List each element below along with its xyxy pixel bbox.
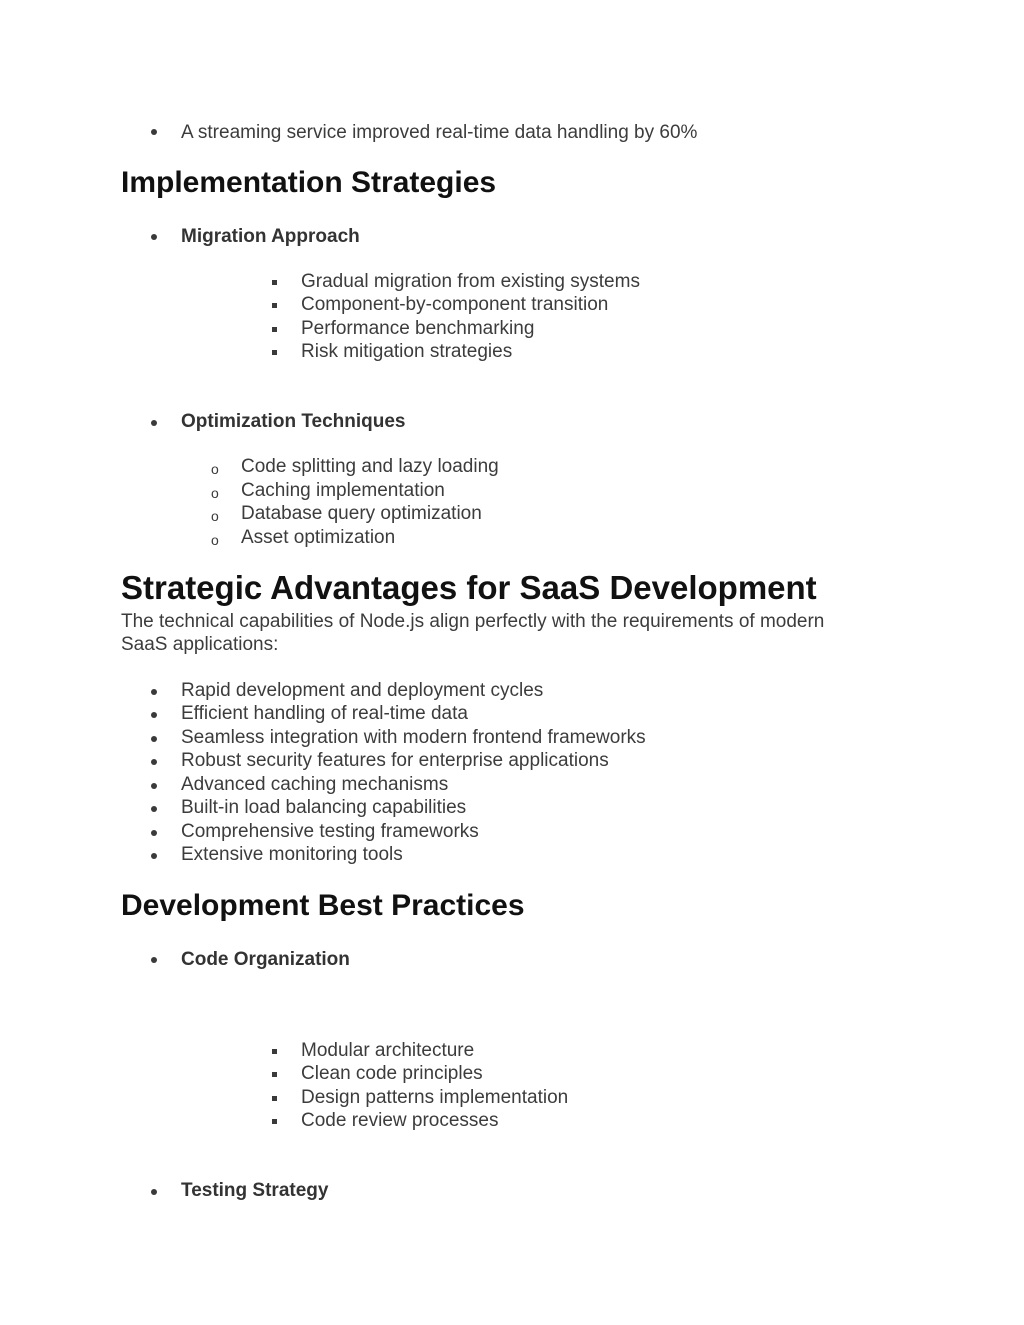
bullet-disc-icon: [151, 129, 157, 135]
list-item: Extensive monitoring tools: [181, 844, 403, 865]
bullet-disc-icon: [151, 830, 157, 836]
bullet-square-icon: [272, 350, 277, 355]
list-item: Performance benchmarking: [301, 318, 535, 339]
section-heading-strategic: Strategic Advantages for SaaS Development: [121, 569, 817, 606]
section-heading-implementation: Implementation Strategies: [121, 166, 497, 199]
list-item: Code review processes: [301, 1110, 499, 1131]
list-item: Caching implementation: [241, 480, 445, 501]
bullet-square-icon: [272, 1096, 277, 1101]
list-item: Robust security features for enterprise applications: [181, 750, 609, 771]
migration-approach-label: Migration Approach: [181, 226, 360, 247]
bullet-square-icon: [272, 280, 277, 285]
list-item: Clean code principles: [301, 1063, 483, 1084]
testing-strategy-label: Testing Strategy: [181, 1180, 329, 1201]
list-item: Built-in load balancing capabilities: [181, 797, 467, 818]
list-item: Comprehensive testing frameworks: [181, 821, 479, 842]
bullet-circle-icon: o: [211, 461, 219, 477]
list-item: Database query optimization: [241, 503, 482, 524]
section-heading-practices: Development Best Practices: [121, 889, 525, 922]
list-item: Risk mitigation strategies: [301, 341, 513, 362]
list-item: Gradual migration from existing systems: [301, 271, 640, 292]
bullet-disc-icon: [151, 853, 157, 859]
bullet-disc-icon: [151, 783, 157, 789]
list-item: Design patterns implementation: [301, 1087, 569, 1108]
bullet-disc-icon: [151, 712, 157, 718]
optimization-techniques-label: Optimization Techniques: [181, 411, 406, 432]
bullet-disc-icon: [151, 759, 157, 765]
bullet-circle-icon: o: [211, 532, 219, 548]
bullet-disc-icon: [151, 234, 157, 240]
bullet-square-icon: [272, 1049, 277, 1054]
intro-paragraph-line1: The technical capabilities of Node.js align perfectly with the requirements of modern: [121, 611, 825, 632]
list-item: Component-by-component transition: [301, 294, 609, 315]
bullet-disc-icon: [151, 806, 157, 812]
bullet-circle-icon: o: [211, 508, 219, 524]
list-item: A streaming service improved real-time data handling by 60%: [181, 122, 698, 143]
list-item: Rapid development and deployment cycles: [181, 680, 544, 701]
bullet-square-icon: [272, 1119, 277, 1124]
intro-paragraph-line2: SaaS applications:: [121, 634, 279, 655]
code-organization-label: Code Organization: [181, 949, 350, 970]
list-item: Asset optimization: [241, 527, 396, 548]
bullet-disc-icon: [151, 420, 157, 426]
bullet-disc-icon: [151, 736, 157, 742]
list-item: Advanced caching mechanisms: [181, 774, 449, 795]
list-item: Seamless integration with modern frontend frameworks: [181, 727, 646, 748]
bullet-square-icon: [272, 327, 277, 332]
bullet-circle-icon: o: [211, 485, 219, 501]
bullet-disc-icon: [151, 1189, 157, 1195]
bullet-square-icon: [272, 1072, 277, 1077]
list-item: Modular architecture: [301, 1040, 475, 1061]
bullet-square-icon: [272, 303, 277, 308]
bullet-disc-icon: [151, 689, 157, 695]
list-item: Efficient handling of real-time data: [181, 703, 468, 724]
list-item: Code splitting and lazy loading: [241, 456, 499, 477]
bullet-disc-icon: [151, 957, 157, 963]
